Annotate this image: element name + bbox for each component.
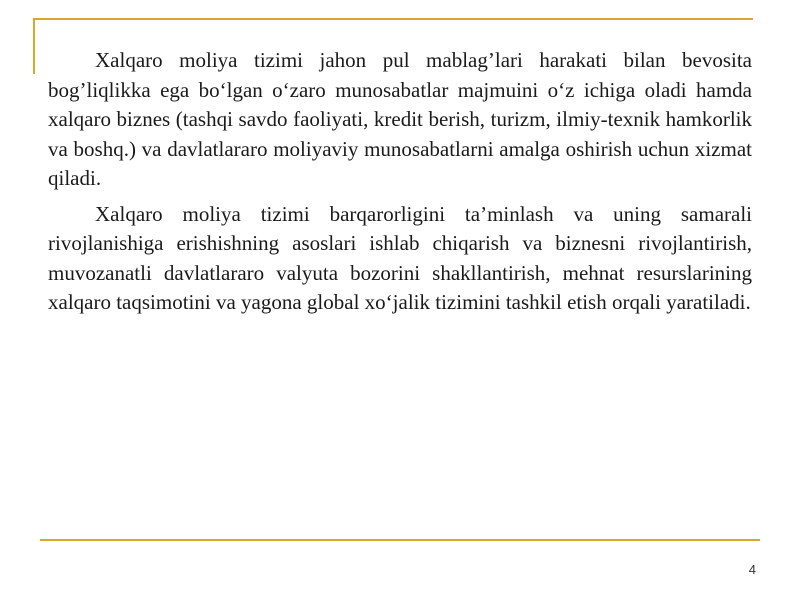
paragraph-1: Xalqaro moliya tizimi jahon pul mablag’lari harakati bilan bevosita bog’liqlikka ega bo‘lgan o‘zaro munosabatlar majmuini o‘z ichiga oladi hamda xalqaro biznes (tashqi savdo faoliyati, kredit berish, turizm, ilmiy-texnik hamkorlik va boshq.) va davlatlararo moliyaviy munosabatlarni amalga oshirish uchun xizmat qiladi. [48, 48, 752, 190]
body-text [48, 46, 752, 324]
left-rule [33, 18, 35, 74]
paragraph-2: Xalqaro moliya tizimi barqarorligini ta’minlash va uning samarali rivojlanishiga erishishning asoslari ishlab chiqarish va biznesni rivojlantirish, muvozanatli davlatlararo valyuta bozorini shakllantirish, mehnat resurslarining xalqaro taqsimotini va yagona global xo‘jalik tizimini tashkil etish orqali yaratiladi. [48, 201, 752, 314]
page-number: 4 [748, 562, 756, 577]
top-rule [33, 18, 753, 20]
bottom-rule [40, 539, 760, 541]
